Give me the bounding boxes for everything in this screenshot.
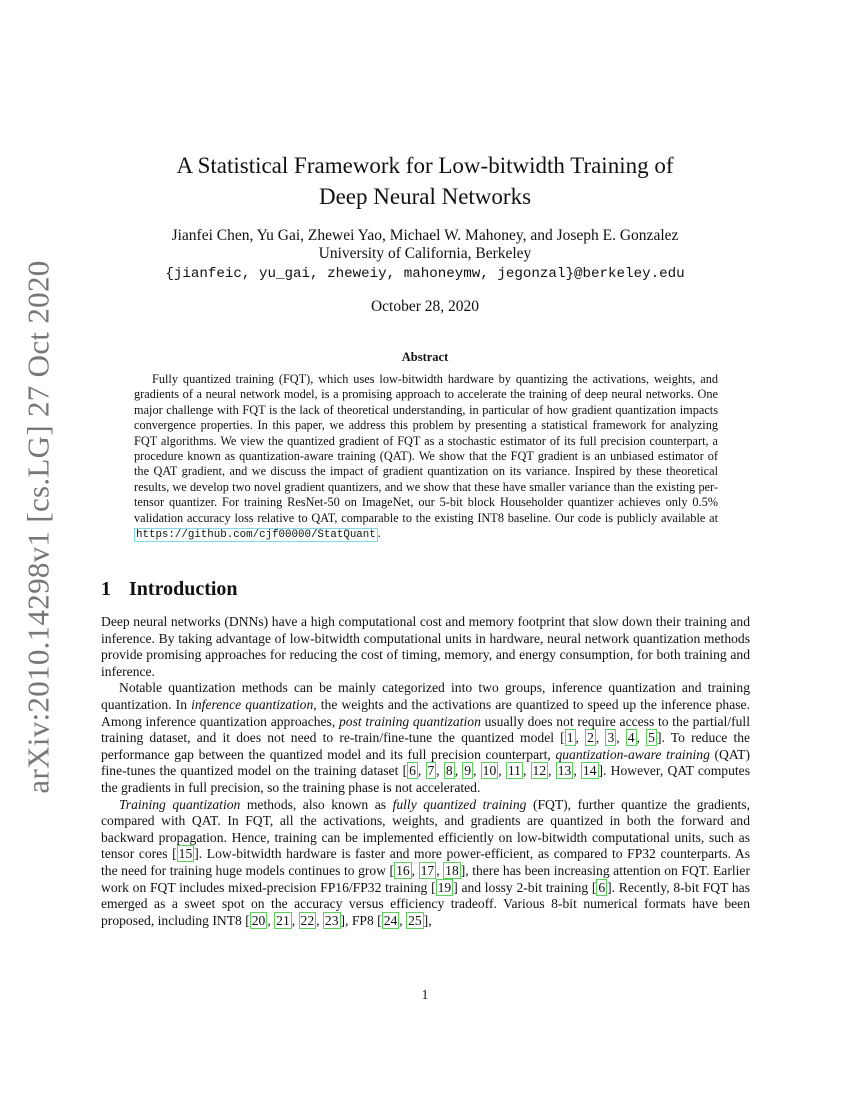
citation-separator: , <box>575 730 586 746</box>
citation-group <box>394 862 461 879</box>
title-line-2: Deep Neural Networks <box>318 184 532 209</box>
citation-link[interactable]: 12 <box>532 763 547 779</box>
citation-link[interactable]: 8 <box>445 763 453 779</box>
citation-separator: , <box>573 763 581 779</box>
paragraph-2 <box>101 680 750 796</box>
citation-separator: , <box>498 763 506 779</box>
citation-separator: , <box>454 763 463 779</box>
section-number: 1 <box>101 578 111 600</box>
citation-link[interactable]: 19 <box>437 879 452 895</box>
abstract-heading: Abstract <box>401 350 449 364</box>
section-heading <box>101 578 238 601</box>
citation-link[interactable]: 9 <box>464 763 472 779</box>
citation-separator: , <box>522 763 531 779</box>
citation-link[interactable]: 7 <box>427 763 435 779</box>
citation-separator: , <box>548 763 556 779</box>
text-run: methods, also known as <box>240 796 393 812</box>
citation-group <box>177 845 195 862</box>
citation-group <box>382 912 424 929</box>
author-names: Jianfei Chen, Yu Gai, Zhewei Yao, Michael W. Mahoney, and Joseph E. Gonzalez <box>171 227 679 244</box>
citation-link[interactable]: 6 <box>409 763 416 779</box>
citation-separator: , <box>595 730 606 746</box>
text-run: ]. However, QAT computes the gradients in full precision, so the training phase is not accelerated. <box>101 763 750 795</box>
italic-term: Training quantization <box>119 796 241 812</box>
citation-group <box>407 762 598 779</box>
citation-link[interactable]: 18 <box>445 862 459 878</box>
citation-separator: , <box>291 912 299 928</box>
page-number: 1 <box>421 987 429 1002</box>
citation-separator: , <box>636 730 647 746</box>
text-run: ], there has been increasing attention on FQT. Earlier work on FQT includes mixed-precision FP16/FP32 training [ <box>101 862 750 895</box>
code-url-link[interactable]: https://github.com/cjf00000/StatQuant <box>136 529 376 542</box>
citation-link[interactable]: 3 <box>607 730 615 746</box>
author-block <box>0 227 850 283</box>
citation-link[interactable]: 2 <box>587 730 594 746</box>
citation-group <box>250 912 341 929</box>
italic-term: post training quantization <box>338 713 481 729</box>
citation-link[interactable]: 20 <box>251 912 266 928</box>
citation-group <box>436 879 454 896</box>
text-run: , the weights and the activations are quantized to speed up the inference phase. Among inference quantization approaches, <box>101 696 750 729</box>
citation-separator: , <box>616 730 626 746</box>
citation-link[interactable]: 11 <box>507 763 521 779</box>
text-run: Notable quantization methods can be mainly categorized into two groups, inference quantization and training quantization. In <box>101 680 750 712</box>
citation-separator: , <box>436 862 444 878</box>
citation-link[interactable]: 13 <box>557 763 572 779</box>
citation-separator: , <box>436 763 444 779</box>
text-run: ], <box>423 912 432 928</box>
paragraph-1: Deep neural networks (DNNs) have a high computational cost and memory footprint that slow down their training and inference. By taking advantage of low-bitwidth computational units in hardware, neural network quantization methods provide promising approaches for reducing the cost of timing, memory, and energy consumption, for both training and inference. <box>101 614 750 679</box>
citation-link[interactable]: 25 <box>408 912 422 928</box>
italic-term: fully quantized training <box>392 796 527 812</box>
text-run: ]. Low-bitwidth hardware is faster and more power-efficient, as compared to FP32 counterparts. As the need for training huge models continues to grow [ <box>101 846 751 878</box>
text-run: usually does not require access to the partial/full training dataset, and it does not need to re-train/fine-tune the quantized model [ <box>101 713 750 746</box>
paper-title <box>0 150 850 212</box>
italic-term: inference quantization <box>191 696 314 712</box>
paper-date: October 28, 2020 <box>370 298 480 315</box>
text-run: ], FP8 [ <box>340 912 382 928</box>
citation-link[interactable]: 14 <box>582 763 597 779</box>
affiliation: University of California, Berkeley <box>318 245 532 262</box>
abstract-text: Fully quantized training (FQT), which uses low-bitwidth hardware by quantizing the activations, weights, and gradients of a neural network model, is a promising approach to accelerate the training of deep neural networks. One major challenge with FQT is the lack of theoretical understanding, in particular of how gradient quantization impacts convergence properties. In this paper, we address this problem by presenting a statistical framework for analyzing FQT algorithms. We view the quantized gradient of FQT as a stochastic estimator of its full precision counterpart, a procedure known as quantization-aware training (QAT). We show that the FQT gradient is an unbiased estimator of the QAT gradient, and we discuss the impact of gradient quantization on its variance. Inspired by these theoretical results, we develop two novel gradient quantizers, and we show that these have smaller variance than the existing per-tensor quantizer. For training ResNet-50 on ImageNet, our 5-bit block Householder quantizer achieves only 0.5% validation accuracy loss relative to QAT, comparable to the existing INT8 baseline. Our code is publicly available at <box>134 372 718 525</box>
citation-group <box>596 879 607 896</box>
text-run: ] and lossy 2-bit training [ <box>453 879 597 895</box>
citation-link[interactable]: 16 <box>396 862 410 878</box>
section-title: Introduction <box>129 578 238 600</box>
citation-link[interactable]: 17 <box>420 862 435 878</box>
citation-link[interactable]: 24 <box>383 912 398 928</box>
citation-link[interactable]: 4 <box>627 730 635 746</box>
text-run: (QAT) fine-tunes the quantized model on the training dataset [ <box>101 746 750 779</box>
citation-separator: , <box>399 912 407 928</box>
introduction-body <box>101 614 750 929</box>
citation-link[interactable]: 22 <box>300 912 315 928</box>
citation-group <box>565 729 657 746</box>
author-emails: {jianfeic, yu_gai, zheweiy, mahoneymw, jegonzal}@berkeley.edu <box>165 266 685 282</box>
citation-link[interactable]: 1 <box>566 730 574 746</box>
text-run: (FQT), further quantize the gradients, compared with QAT. In FQT, all the activations, weights, and gradients are quantized in both the forward and backward propagation. Hence, training can be implemented efficiently on low-bitwidth computational units, such as tensor cores [ <box>101 796 750 862</box>
citation-link[interactable]: 23 <box>324 912 339 928</box>
citation-link[interactable]: 6 <box>598 879 606 895</box>
citation-link[interactable]: 15 <box>178 846 193 862</box>
paragraph-3 <box>101 797 750 930</box>
citation-separator: , <box>316 912 323 928</box>
citation-separator: , <box>417 763 426 779</box>
title-line-1: A Statistical Framework for Low-bitwidth Training of <box>176 153 674 178</box>
arxiv-identifier: arXiv:2010.14298v1 [cs.LG] 27 Oct 2020 <box>21 260 56 794</box>
italic-term: quantization-aware training <box>555 746 710 762</box>
citation-separator: , <box>267 912 275 928</box>
citation-separator: , <box>411 862 419 878</box>
abstract-body <box>134 372 718 543</box>
citation-link[interactable]: 10 <box>482 763 497 779</box>
citation-separator: , <box>473 763 481 779</box>
citation-link[interactable]: 21 <box>276 912 290 928</box>
text-run: ]. To reduce the performance gap between the quantized model and its full precision counterpart, <box>101 730 751 762</box>
citation-link[interactable]: 5 <box>648 730 655 746</box>
abstract-end: . <box>377 526 381 541</box>
text-run: ]. Recently, 8-bit FQT has emerged as a sweet spot on the accuracy versus efficiency tradeoff. Various 8-bit numerical formats have been proposed, including INT8 [ <box>101 879 750 928</box>
